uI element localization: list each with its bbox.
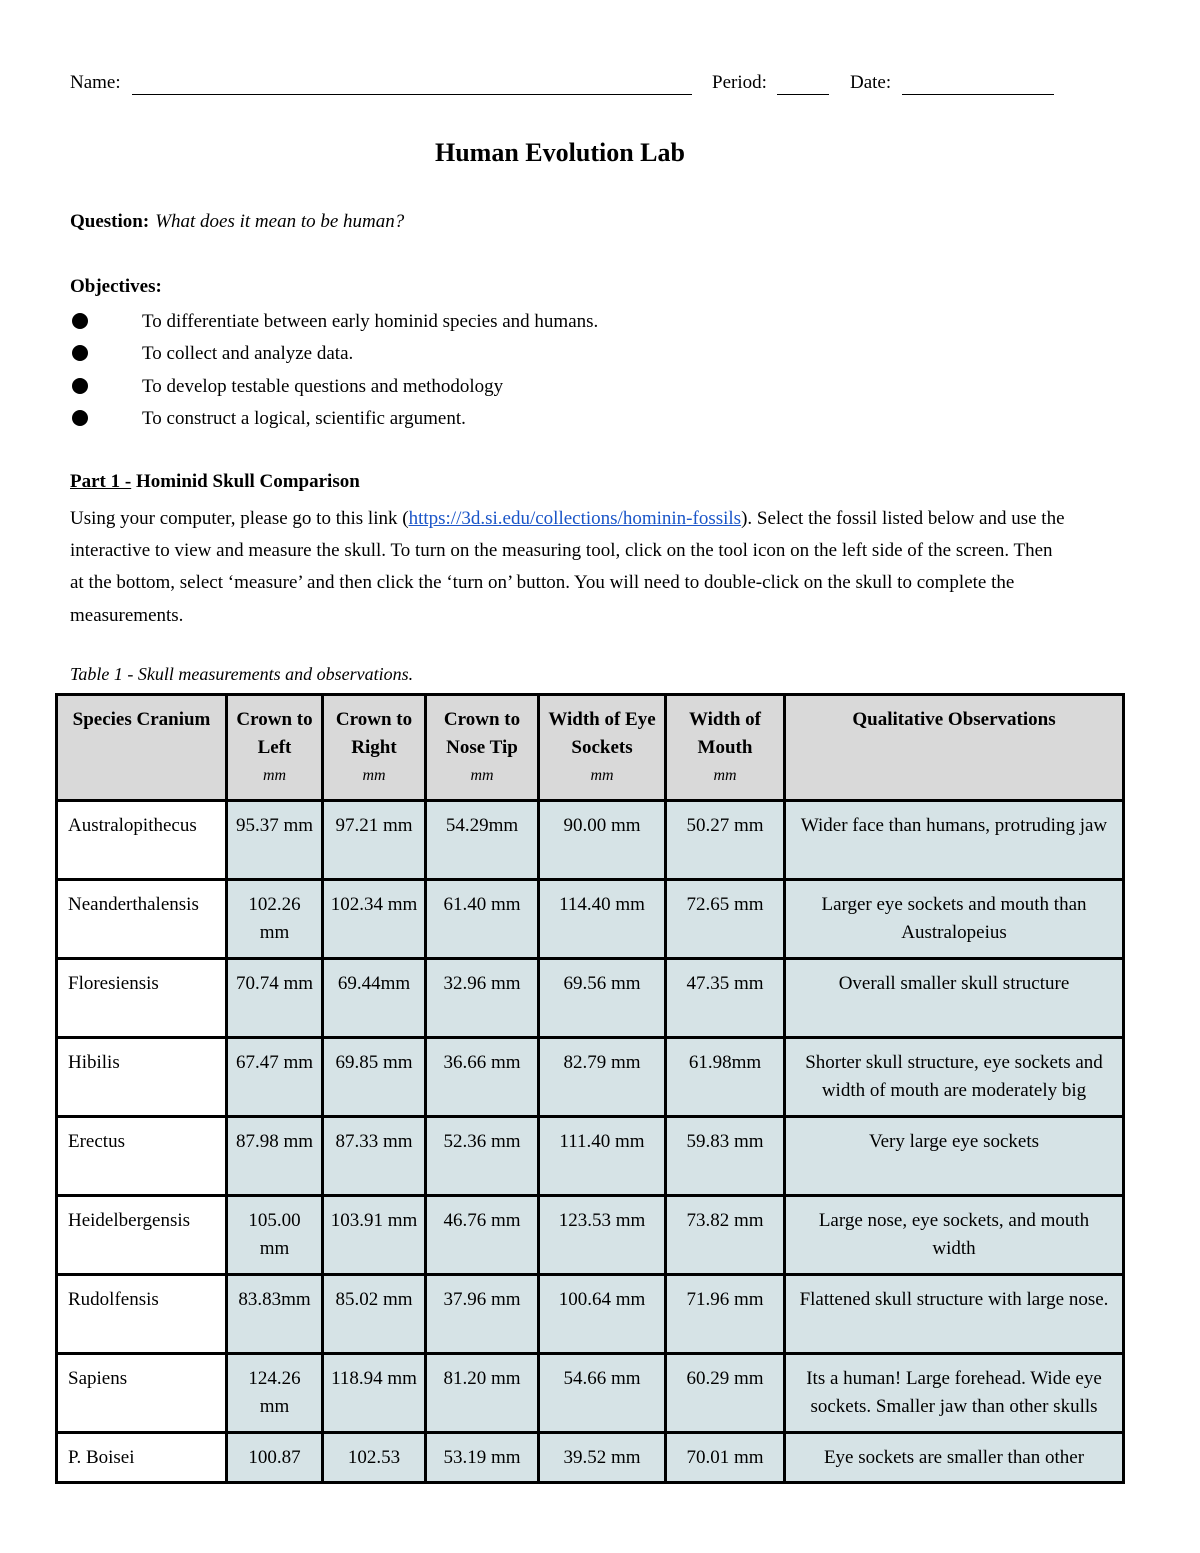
measurement-cell[interactable]: 124.26 mm: [227, 1354, 323, 1433]
list-item: [70, 374, 598, 406]
measurement-cell[interactable]: 67.47 mm: [227, 1038, 323, 1117]
question-text: What does it mean to be human?: [155, 211, 405, 232]
column-header: Species Cranium: [57, 695, 227, 801]
measurement-cell[interactable]: 61.98mm: [666, 1038, 785, 1117]
observation-cell[interactable]: Very large eye sockets: [785, 1117, 1124, 1196]
objectives-list: [70, 309, 598, 438]
name-field[interactable]: [132, 94, 692, 95]
measurement-cell[interactable]: 105.00 mm: [227, 1196, 323, 1275]
measurement-cell[interactable]: 100.64 mm: [539, 1275, 666, 1354]
measurement-cell[interactable]: 123.53 mm: [539, 1196, 666, 1275]
species-cell: P. Boisei: [57, 1433, 227, 1483]
measurement-cell[interactable]: 69.44mm: [323, 959, 426, 1038]
table-row: [57, 1275, 1124, 1354]
objective-text: To differentiate between early hominid species and humans.: [142, 311, 599, 332]
bullet-icon: [72, 345, 88, 361]
table-caption: Table 1 - Skull measurements and observations.: [70, 664, 414, 684]
table-row: [57, 1038, 1124, 1117]
measurement-cell[interactable]: 53.19 mm: [426, 1433, 539, 1483]
measurement-cell[interactable]: 73.82 mm: [666, 1196, 785, 1275]
bullet-icon: [72, 313, 88, 329]
observation-cell[interactable]: Wider face than humans, protruding jaw: [785, 801, 1124, 880]
measurement-cell[interactable]: 102.34 mm: [323, 880, 426, 959]
species-cell: Rudolfensis: [57, 1275, 227, 1354]
objective-text: To collect and analyze data.: [142, 343, 354, 365]
question-label: Question:: [70, 211, 150, 232]
measurement-cell[interactable]: 54.29mm: [426, 801, 539, 880]
part-title: Hominid Skull Comparison: [135, 471, 360, 492]
list-item: [70, 309, 598, 341]
measurement-cell[interactable]: 111.40 mm: [539, 1117, 666, 1196]
observation-cell[interactable]: Overall smaller skull structure: [785, 959, 1124, 1038]
measurement-cell[interactable]: 32.96 mm: [426, 959, 539, 1038]
measurement-cell[interactable]: 50.27 mm: [666, 801, 785, 880]
observation-cell[interactable]: Its a human! Large forehead. Wide eye sockets. Smaller jaw than other skulls: [785, 1354, 1124, 1433]
column-header: Width of Mouth mm: [666, 695, 785, 801]
section-heading: [70, 471, 360, 493]
objective-text: To construct a logical, scientific argument.: [142, 407, 466, 429]
measurement-cell[interactable]: 54.66 mm: [539, 1354, 666, 1433]
table-row: [57, 1354, 1124, 1433]
page-title: Human Evolution Lab: [435, 138, 685, 167]
instructions-text: ). Select the fossil listed below and use the interactive to view and measure the skull. To turn on the measuring tool, click on the tool icon on the left side of the screen. Then at the bottom, select ‘measure’ and then click the ‘turn on’ button. You will need to double-click on the skull to complete the measurements.: [70, 508, 1065, 626]
measurement-cell[interactable]: 100.87: [227, 1433, 323, 1483]
measurement-cell[interactable]: 103.91 mm: [323, 1196, 426, 1275]
table-row: [57, 1196, 1124, 1275]
header-fields: [70, 72, 1060, 102]
date-label: Date:: [850, 72, 892, 93]
column-header: Crown to Nose Tip mm: [426, 695, 539, 801]
table-header-row: [57, 695, 1124, 801]
bullet-icon: [72, 410, 88, 426]
table-row: [57, 1433, 1124, 1483]
measurement-cell[interactable]: 36.66 mm: [426, 1038, 539, 1117]
measurement-cell[interactable]: 102.26 mm: [227, 880, 323, 959]
measurement-cell[interactable]: 85.02 mm: [323, 1275, 426, 1354]
skull-table: [55, 693, 1125, 1484]
period-field[interactable]: [777, 94, 829, 95]
part-label: Part 1 -: [70, 471, 132, 492]
measurement-cell[interactable]: 61.40 mm: [426, 880, 539, 959]
measurement-cell[interactable]: 114.40 mm: [539, 880, 666, 959]
instructions-text: Using your computer, please go to this link (: [70, 508, 409, 529]
measurement-cell[interactable]: 82.79 mm: [539, 1038, 666, 1117]
species-cell: Neanderthalensis: [57, 880, 227, 959]
measurement-cell[interactable]: 97.21 mm: [323, 801, 426, 880]
species-cell: Australopithecus: [57, 801, 227, 880]
measurement-cell[interactable]: 72.65 mm: [666, 880, 785, 959]
measurement-cell[interactable]: 90.00 mm: [539, 801, 666, 880]
observation-cell[interactable]: Shorter skull structure, eye sockets and width of mouth are moderately big: [785, 1038, 1124, 1117]
observation-cell[interactable]: Flattened skull structure with large nose.: [785, 1275, 1124, 1354]
species-cell: Hibilis: [57, 1038, 227, 1117]
table-row: [57, 1117, 1124, 1196]
name-label: Name:: [70, 72, 121, 93]
measurement-cell[interactable]: 87.33 mm: [323, 1117, 426, 1196]
species-cell: Heidelbergensis: [57, 1196, 227, 1275]
date-field[interactable]: [902, 94, 1054, 95]
question: [70, 211, 404, 233]
species-cell: Erectus: [57, 1117, 227, 1196]
period-label: Period:: [712, 72, 767, 93]
column-header: Width of Eye Sockets mm: [539, 695, 666, 801]
measurement-cell[interactable]: 46.76 mm: [426, 1196, 539, 1275]
objectives-heading: Objectives:: [70, 276, 162, 297]
measurement-cell[interactable]: 71.96 mm: [666, 1275, 785, 1354]
measurement-cell[interactable]: 69.56 mm: [539, 959, 666, 1038]
observation-cell[interactable]: Larger eye sockets and mouth than Australopeius: [785, 880, 1124, 959]
measurement-cell[interactable]: 95.37 mm: [227, 801, 323, 880]
measurement-cell[interactable]: 60.29 mm: [666, 1354, 785, 1433]
measurement-cell[interactable]: 81.20 mm: [426, 1354, 539, 1433]
objective-text: To develop testable questions and methodology: [142, 375, 504, 397]
observation-cell[interactable]: Eye sockets are smaller than other: [785, 1433, 1124, 1483]
measurement-cell[interactable]: 69.85 mm: [323, 1038, 426, 1117]
measurement-cell[interactable]: 52.36 mm: [426, 1117, 539, 1196]
instructions-paragraph: [70, 503, 1070, 632]
measurement-cell[interactable]: 37.96 mm: [426, 1275, 539, 1354]
bullet-icon: [72, 378, 88, 394]
fossil-link[interactable]: https://3d.si.edu/collections/hominin-fossils: [408, 508, 742, 529]
table-row: [57, 959, 1124, 1038]
measurement-cell[interactable]: 39.52 mm: [539, 1433, 666, 1483]
list-item: [70, 406, 598, 438]
table-row: [57, 880, 1124, 959]
column-header: Crown to Right mm: [323, 695, 426, 801]
column-header: Crown to Left mm: [227, 695, 323, 801]
species-cell: Floresiensis: [57, 959, 227, 1038]
table-row: [57, 801, 1124, 880]
measurement-cell[interactable]: 118.94 mm: [323, 1354, 426, 1433]
measurement-cell[interactable]: 87.98 mm: [227, 1117, 323, 1196]
measurement-cell[interactable]: 83.83mm: [227, 1275, 323, 1354]
list-item: [70, 341, 598, 373]
measurement-cell[interactable]: 47.35 mm: [666, 959, 785, 1038]
column-header: Qualitative Observations: [785, 695, 1124, 801]
species-cell: Sapiens: [57, 1354, 227, 1433]
measurement-cell[interactable]: 70.74 mm: [227, 959, 323, 1038]
measurement-cell[interactable]: 59.83 mm: [666, 1117, 785, 1196]
measurement-cell[interactable]: 102.53: [323, 1433, 426, 1483]
observation-cell[interactable]: Large nose, eye sockets, and mouth width: [785, 1196, 1124, 1275]
measurement-cell[interactable]: 70.01 mm: [666, 1433, 785, 1483]
